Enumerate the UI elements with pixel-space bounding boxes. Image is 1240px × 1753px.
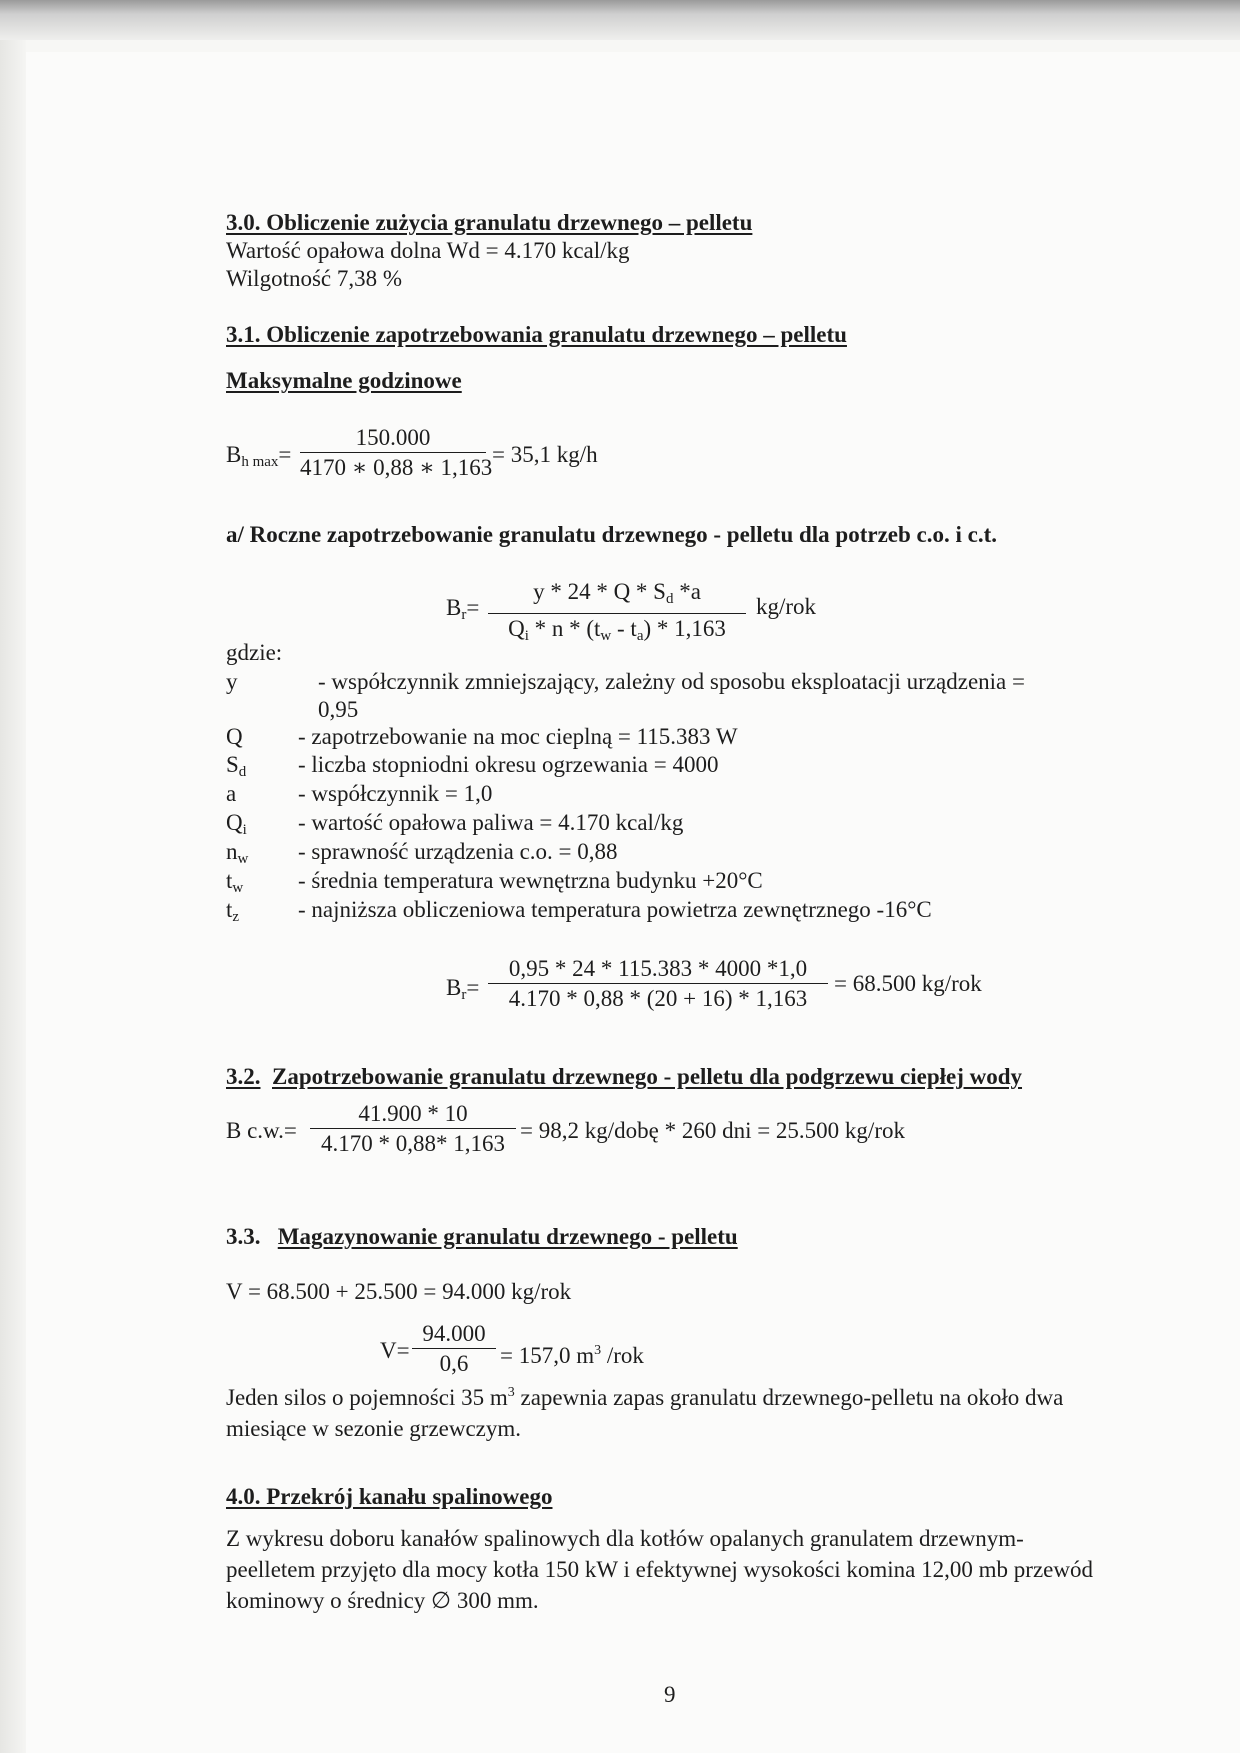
var-description: - współczynnik zmniejszający, zależny od sposobu eksploatacji urządzenia = bbox=[318, 669, 1025, 694]
var-description: - średnia temperatura wewnętrzna budynku +20°C bbox=[298, 868, 763, 893]
var-symbol: $n_w$ bbox=[226, 839, 249, 867]
scan-top-edge bbox=[0, 0, 1240, 40]
var-symbol: $S_d$ bbox=[226, 752, 247, 780]
volume-numerator: 94.000 bbox=[422, 1321, 486, 1346]
br-calc-numerator: 0,95 * 24 * 115.383 * 4000 *1,0 bbox=[508, 956, 808, 981]
max-hourly-subheading: Maksymalne godzinowe bbox=[226, 368, 462, 393]
volume-denominator: 0,6 bbox=[412, 1348, 496, 1378]
bh-max-fraction bbox=[300, 424, 493, 482]
var-description: - najniższa obliczeniowa temperatura powietrza zewnętrznego -16°C bbox=[298, 897, 932, 922]
var-description: - współczynnik = 1,0 bbox=[298, 781, 493, 806]
var-symbol: $Q_i$ bbox=[226, 810, 247, 838]
bcw-fraction bbox=[310, 1100, 516, 1158]
silo-paragraph: Jeden silos o pojemności 35 $m^3$ zapewnia zapas granulatu drzewnego-pelletu na około dwa miesiące w sezonie grzewczym. bbox=[226, 1385, 1064, 1441]
var-description: - zapotrzebowanie na moc cieplną = 115.383 W bbox=[298, 724, 738, 749]
br-calc-fraction bbox=[488, 955, 828, 1013]
bcw-denominator: 4.170 * 0,88* 1,163 bbox=[310, 1128, 516, 1158]
volume-fraction bbox=[412, 1320, 496, 1378]
calorific-value-line: Wartość opałowa dolna Wd = 4.170 kcal/kg bbox=[226, 238, 630, 263]
moisture-line: Wilgotność 7,38 % bbox=[226, 266, 403, 291]
var-description: - wartość opałowa paliwa = 4.170 kcal/kg bbox=[298, 810, 684, 835]
br-formula-denominator: $Q_i$ * n * $(t_w - t_a) * 1,163$ bbox=[488, 613, 746, 650]
bcw-numerator: 41.900 * 10 bbox=[358, 1101, 468, 1126]
var-description: - liczba stopniodni okresu ogrzewania = 4000 bbox=[298, 752, 719, 777]
var-symbol: Q bbox=[226, 724, 243, 749]
var-symbol: $t_z$ bbox=[226, 897, 240, 925]
bh-max-denominator: 4170 ∗ 0,88 ∗ 1,163 bbox=[300, 452, 486, 482]
var-description: - sprawność urządzenia c.o. = 0,88 bbox=[298, 839, 618, 864]
br-formula-numerator: y * 24 * Q * $S_d$ *a bbox=[533, 579, 701, 607]
bh-max-numerator: 150.000 bbox=[355, 425, 431, 450]
section-3-0-heading: 3.0. Obliczenie zużycia granulatu drzewnego – pelletu bbox=[226, 210, 753, 235]
volume-result: = 157,0 $m^3$ /rok bbox=[500, 1343, 644, 1368]
var-symbol: a bbox=[226, 781, 237, 806]
br-formula-fraction bbox=[488, 578, 746, 650]
br-lhs: $B_r=$ bbox=[446, 595, 480, 623]
bh-max-lhs: $B_{h max}=$ bbox=[226, 442, 292, 470]
page-number: 9 bbox=[664, 1682, 676, 1707]
where-label: gdzie: bbox=[226, 640, 283, 665]
var-symbol: $t_w$ bbox=[226, 868, 244, 896]
flue-paragraph: Z wykresu doboru kanałów spalinowych dla kotłów opalanych granulatem drzewnym-peelletem przyjęto dla mocy kotła 150 kW i efektywnej wysokości komina 12,00 mb przewód kominowy o średnicy ∅ 300 mm. bbox=[226, 1526, 1093, 1613]
volume-lhs: V= bbox=[380, 1338, 410, 1363]
section-4-0-heading: 4.0. Przekrój kanału spalinowego bbox=[226, 1484, 553, 1509]
var-symbol: y bbox=[226, 669, 238, 694]
section-3-1-heading: 3.1. Obliczenie zapotrzebowania granulatu drzewnego – pelletu bbox=[226, 322, 847, 347]
bh-max-result: = 35,1 kg/h bbox=[492, 442, 598, 467]
bcw-lhs: B c.w.= bbox=[226, 1118, 297, 1143]
section-3-3-heading: 3.3. Magazynowanie granulatu drzewnego - pelletu bbox=[226, 1224, 738, 1249]
var-description-cont: 0,95 bbox=[318, 697, 359, 722]
br-calc-lhs: $B_r=$ bbox=[446, 975, 480, 1003]
section-a-heading: a/ Roczne zapotrzebowanie granulatu drzewnego - pelletu dla potrzeb c.o. i c.t. bbox=[226, 522, 998, 547]
section-3-2-heading: 3.2. Zapotrzebowanie granulatu drzewnego - pelletu dla podgrzewu ciepłej wody bbox=[226, 1064, 1023, 1089]
bcw-result: = 98,2 kg/dobę * 260 dni = 25.500 kg/rok bbox=[520, 1118, 905, 1143]
br-calc-result: = 68.500 kg/rok bbox=[834, 971, 982, 996]
br-formula-unit: kg/rok bbox=[756, 594, 817, 619]
scan-left-edge bbox=[0, 40, 26, 1753]
storage-sum-line: V = 68.500 + 25.500 = 94.000 kg/rok bbox=[226, 1279, 572, 1304]
br-calc-denominator: 4.170 * 0,88 * (20 + 16) * 1,163 bbox=[488, 983, 828, 1013]
